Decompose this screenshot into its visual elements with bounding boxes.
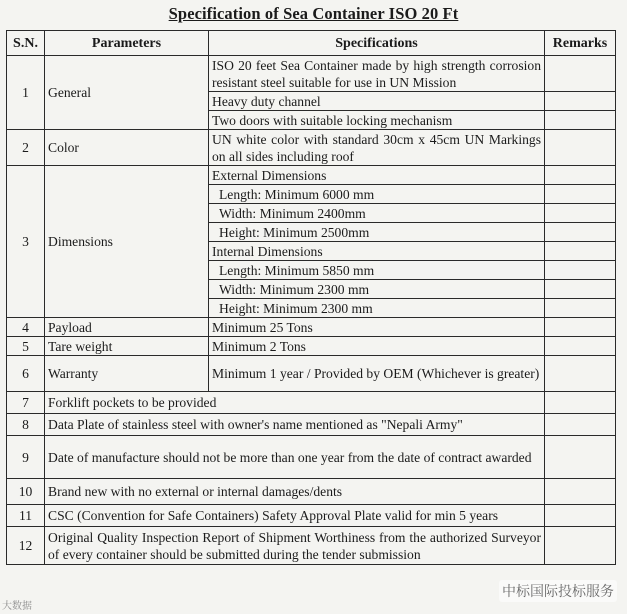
- row-sn: 5: [7, 337, 45, 356]
- table-row: [7, 318, 616, 337]
- row-text: Original Quality Inspection Report of Shipment Worthiness from the authorized Surveyor of every container should be submitted during the tender submission: [45, 527, 545, 565]
- row-sn: 2: [7, 130, 45, 166]
- row-parameter: Tare weight: [45, 337, 209, 356]
- header-specifications: Specifications: [209, 31, 545, 56]
- row-remarks: [545, 414, 616, 436]
- row-spec: Width: Minimum 2400mm: [209, 204, 545, 223]
- row-spec: Minimum 2 Tons: [209, 337, 545, 356]
- row-sn: 10: [7, 479, 45, 505]
- table-row: [7, 436, 616, 479]
- watermark-left: 大数据: [2, 601, 32, 612]
- table-row: [7, 505, 616, 527]
- page-title: Specification of Sea Container ISO 20 Ft: [168, 4, 459, 23]
- row-remarks: [545, 436, 616, 479]
- row-spec: Height: Minimum 2300 mm: [209, 299, 545, 318]
- row-remarks: [545, 318, 616, 337]
- table-row: [7, 479, 616, 505]
- row-sn: 7: [7, 392, 45, 414]
- row-remarks: [545, 223, 616, 242]
- table-row: [7, 414, 616, 436]
- row-spec: Minimum 1 year / Provided by OEM (Whichever is greater): [209, 356, 545, 392]
- row-sn: 12: [7, 527, 45, 565]
- row-remarks: [545, 479, 616, 505]
- header-remarks: Remarks: [545, 31, 616, 56]
- row-spec: Minimum 25 Tons: [209, 318, 545, 337]
- row-sn: 4: [7, 318, 45, 337]
- row-remarks: [545, 130, 616, 166]
- row-remarks: [545, 92, 616, 111]
- header-sn: S.N.: [7, 31, 45, 56]
- header-row: [7, 31, 616, 56]
- row-sn: 6: [7, 356, 45, 392]
- row-remarks: [545, 299, 616, 318]
- row-parameter: Color: [45, 130, 209, 166]
- row-spec: Heavy duty channel: [209, 92, 545, 111]
- row-remarks: [545, 166, 616, 185]
- row-text: Brand new with no external or internal damages/dents: [45, 479, 545, 505]
- row-spec: Internal Dimensions: [209, 242, 545, 261]
- row-spec: Width: Minimum 2300 mm: [209, 280, 545, 299]
- table-row: [7, 392, 616, 414]
- row-remarks: [545, 280, 616, 299]
- table-row: [7, 166, 616, 185]
- row-remarks: [545, 56, 616, 92]
- row-sn: 3: [7, 166, 45, 318]
- row-text: CSC (Convention for Safe Containers) Safety Approval Plate valid for min 5 years: [45, 505, 545, 527]
- table-row: [7, 56, 616, 92]
- row-spec: Two doors with suitable locking mechanism: [209, 111, 545, 130]
- row-text: Data Plate of stainless steel with owner's name mentioned as "Nepali Army": [45, 414, 545, 436]
- row-remarks: [545, 356, 616, 392]
- header-parameters: Parameters: [45, 31, 209, 56]
- row-text: Date of manufacture should not be more than one year from the date of contract awarded: [45, 436, 545, 479]
- row-parameter: Warranty: [45, 356, 209, 392]
- row-remarks: [545, 392, 616, 414]
- row-sn: 9: [7, 436, 45, 479]
- row-spec: Length: Minimum 5850 mm: [209, 261, 545, 280]
- row-remarks: [545, 185, 616, 204]
- row-parameter: Payload: [45, 318, 209, 337]
- row-spec: Length: Minimum 6000 mm: [209, 185, 545, 204]
- row-remarks: [545, 527, 616, 565]
- row-sn: 11: [7, 505, 45, 527]
- table-row: [7, 527, 616, 565]
- row-remarks: [545, 204, 616, 223]
- row-remarks: [545, 261, 616, 280]
- table-row: [7, 130, 616, 166]
- table-row: [7, 356, 616, 392]
- row-text: Forklift pockets to be provided: [45, 392, 545, 414]
- row-spec: Height: Minimum 2500mm: [209, 223, 545, 242]
- row-sn: 8: [7, 414, 45, 436]
- row-spec: ISO 20 feet Sea Container made by high strength corrosion resistant steel suitable for use in UN Mission: [209, 56, 545, 92]
- row-remarks: [545, 242, 616, 261]
- row-spec: External Dimensions: [209, 166, 545, 185]
- row-remarks: [545, 111, 616, 130]
- row-spec: UN white color with standard 30cm x 45cm UN Markings on all sides including roof: [209, 130, 545, 166]
- row-remarks: [545, 505, 616, 527]
- row-remarks: [545, 337, 616, 356]
- table-row: [7, 337, 616, 356]
- row-parameter: General: [45, 56, 209, 130]
- row-sn: 1: [7, 56, 45, 130]
- spec-table: [6, 30, 616, 565]
- row-parameter: Dimensions: [45, 166, 209, 318]
- watermark: 中标国际投标服务: [499, 580, 617, 602]
